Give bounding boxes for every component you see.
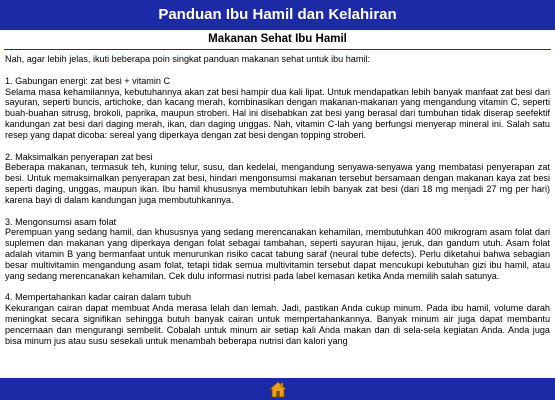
section-title: Makanan Sehat Ibu Hamil bbox=[208, 33, 347, 45]
section-body: Kekurangan cairan dapat membuat Anda merasa lelah dan lemah. Jadi, pastikan Anda cukup minum. Pada ibu hamil, volume darah meningkat secara signifikan sehingga butuh banyak cairan untuk mempertahankannya. Banyak minum air juga dapat membantu pencernaan dan mengurangi sembelit. Cobalah untuk minum air setiap kali Anda makan dan di sela-sela kegiatan Anda. Anda juga bisa minum jus atau susu sesekali untuk menambah beberapa nutrisi dan kalori yang bbox=[5, 303, 550, 346]
section-heading: 3. Mengonsumsi asam folat bbox=[5, 216, 117, 227]
subtitle-bar bbox=[4, 30, 551, 50]
section-heading: 4. Mempertahankan kadar cairan dalam tubuh bbox=[5, 292, 192, 303]
intro-paragraph: Nah, agar lebih jelas, ikuti beberapa poin singkat panduan makanan sehat untuk ibu hamil: bbox=[5, 54, 371, 64]
bottom-nav-bar bbox=[0, 378, 555, 400]
section-body: Selama masa kehamilannya, kebutuhannya akan zat besi hampir dua kali lipat. Untuk mendapatkan lebih banyak manfaat zat besi dari sayuran, seperti buncis, artichoke, dan kacang merah, kombinasikan dengan makanan-makanan yang mengandung vitamin C, seperti buah-buahan sitrusg, brokoli, paprika, maupun stroberi. Hal ini disebabkan zat besi yang berasal dari tumbuhan tidak diserap seefektif kandungan zat besi dari daging merah, ikan, dan daging unggas. Nah, vitamin C-lah yang berfungsi menyerap mineral ini. Salah satu resep yang dapat dicoba: sereal yang diperkaya dengan zat besi dengan topping stroberi. bbox=[5, 86, 550, 140]
title-bar bbox=[0, 0, 555, 30]
article-content bbox=[5, 54, 550, 378]
section-4 bbox=[5, 292, 550, 346]
section-1 bbox=[5, 76, 550, 141]
home-button[interactable] bbox=[268, 380, 288, 398]
section-3 bbox=[5, 217, 550, 282]
section-body: Perempuan yang sedang hamil, dan khususnya yang sedang merencanakan kehamilan, membutuhkan 400 mikrogram asam folat dari suplemen dan makanan yang diperkaya dengan folat sebagai tambahan, seperti sayuran hijau, jeruk, dan gandum utuh. Asam folat adalah vitamin B yang bermanfaat untuk menurunkan risiko cacat tabung saraf (neural tube defects). Perlu diketahui bahwa sebagian besar multivitamin mengandung asam folat, tetapi tidak semua multivitamin tersebut dapat mencukupi kebutuhan gizi ibu hamil, atau yang sedang merencanakan kehamilan. Cek dulu informasi nutrisi pada label kemasan ketika Anda memilih salah satunya. bbox=[5, 227, 550, 281]
home-icon bbox=[269, 381, 287, 398]
section-body: Beberapa makanan, termasuk teh, kuning telur, susu, dan kedelai, mengandung senyawa-senyawa yang membatasi penyerapan zat besi. Untuk memaksimalkan penyerapan zat besi, hindari mengonsumsi makanan tersebut bersamaan dengan makanan kaya zat besi seperti daging, unggas, maupun ikan. Ibu hamil khususnya membutuhkan lebih banyak zat besi (dari 18 mg menjadi 27 mg per hari) karena bayi di dalam kandungan juga membutuhkannya. bbox=[5, 162, 550, 205]
section-heading: 2. Maksimalkan penyerapan zat besi bbox=[5, 151, 153, 162]
section-2 bbox=[5, 152, 550, 206]
section-heading: 1. Gabungan energi: zat besi + vitamin C bbox=[5, 75, 171, 86]
page-title: Panduan Ibu Hamil dan Kelahiran bbox=[158, 6, 397, 23]
